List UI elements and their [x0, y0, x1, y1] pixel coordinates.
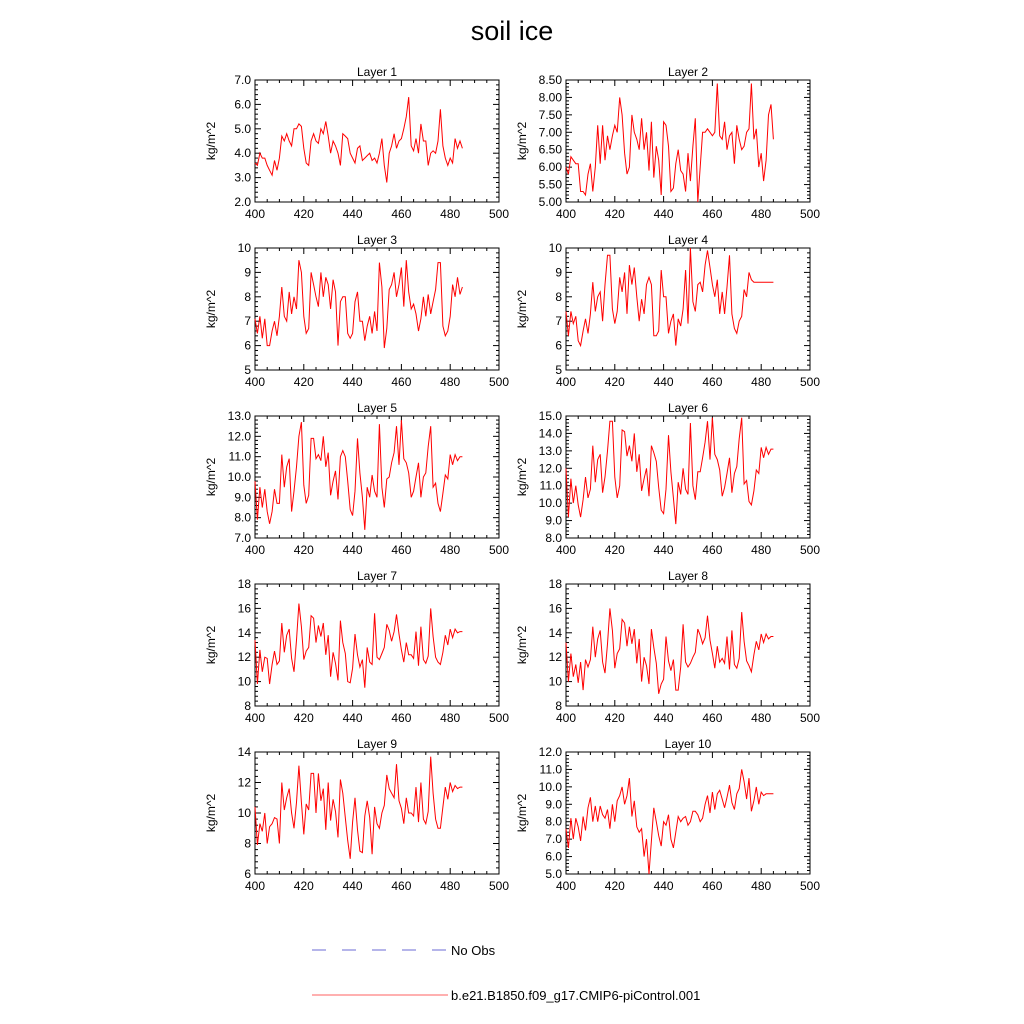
y-tick-label: 12.0 [538, 461, 562, 476]
x-tick-label: 440 [653, 543, 674, 557]
x-tick-label: 420 [293, 375, 314, 389]
x-tick-label: 500 [488, 207, 510, 221]
chart-panel-layer-5 [204, 401, 509, 557]
y-tick-label: 4.0 [234, 146, 251, 161]
y-tick-label: 12 [237, 775, 251, 790]
y-tick-label: 7.0 [234, 73, 251, 87]
plot-frame [566, 416, 810, 538]
y-axis-label: kg/m^2 [204, 793, 218, 833]
y-tick-label: 8.50 [538, 73, 562, 87]
x-tick-label: 480 [440, 207, 461, 221]
y-axis-label: kg/m^2 [204, 121, 218, 161]
y-tick-label: 7.0 [234, 531, 251, 545]
y-tick-label: 6.00 [538, 160, 562, 175]
y-tick-label: 14 [548, 625, 562, 640]
y-tick-label: 7 [555, 314, 562, 329]
plot-frame [255, 80, 499, 202]
x-tick-label: 440 [342, 207, 363, 221]
x-tick-label: 440 [342, 375, 363, 389]
x-tick-label: 440 [342, 711, 363, 725]
y-tick-label: 5 [555, 363, 562, 377]
legend [0, 930, 1024, 1010]
y-tick-label: 3.0 [234, 170, 251, 185]
y-tick-label: 14 [237, 625, 251, 640]
x-tick-label: 420 [604, 375, 625, 389]
x-tick-label: 400 [244, 879, 266, 893]
chart-panel-layer-8 [515, 569, 820, 725]
x-tick-label: 400 [244, 711, 266, 725]
x-tick-label: 400 [244, 543, 266, 557]
x-tick-label: 500 [488, 375, 510, 389]
y-tick-label: 11.0 [539, 762, 562, 777]
y-tick-label: 6 [555, 338, 562, 353]
x-tick-label: 480 [751, 879, 772, 893]
y-axis-label: kg/m^2 [204, 625, 218, 665]
y-axis-label: kg/m^2 [515, 121, 529, 161]
y-tick-label: 5.50 [538, 177, 562, 192]
series-line [566, 418, 773, 524]
y-tick-label: 9.0 [234, 490, 251, 505]
x-tick-label: 480 [440, 711, 461, 725]
x-tick-label: 460 [391, 207, 412, 221]
y-axis-label: kg/m^2 [515, 625, 529, 665]
y-tick-label: 18 [548, 577, 562, 591]
y-tick-label: 2.0 [234, 195, 251, 209]
x-tick-label: 500 [799, 879, 821, 893]
x-tick-label: 460 [391, 543, 412, 557]
y-tick-label: 6.50 [538, 142, 562, 157]
x-tick-label: 460 [702, 879, 723, 893]
y-tick-label: 9 [244, 265, 251, 280]
y-tick-label: 12 [548, 650, 562, 665]
y-tick-label: 10.0 [538, 496, 562, 511]
x-tick-label: 440 [653, 375, 674, 389]
panel-title: Layer 2 [667, 65, 709, 79]
y-axis-label: kg/m^2 [515, 793, 529, 833]
y-tick-label: 5.0 [234, 121, 251, 136]
panel-title: Layer 5 [356, 401, 398, 415]
y-tick-label: 9 [555, 265, 562, 280]
plot-frame [566, 80, 810, 202]
y-tick-label: 10.0 [227, 470, 251, 484]
x-tick-label: 400 [555, 711, 577, 725]
x-tick-label: 500 [799, 711, 821, 725]
x-tick-label: 440 [653, 711, 674, 725]
y-tick-label: 6.0 [545, 849, 562, 864]
x-tick-label: 480 [751, 543, 772, 557]
panel-title: Layer 10 [664, 737, 712, 751]
y-tick-label: 5.00 [538, 195, 562, 209]
series-line [566, 84, 773, 203]
x-tick-label: 420 [293, 543, 314, 557]
y-axis-label: kg/m^2 [515, 457, 529, 497]
x-tick-label: 420 [604, 711, 625, 725]
panel-title: Layer 3 [356, 233, 398, 247]
y-tick-label: 14.0 [538, 426, 562, 441]
y-tick-label: 18 [237, 577, 251, 591]
y-axis-label: kg/m^2 [204, 457, 218, 497]
x-tick-label: 400 [244, 375, 266, 389]
y-tick-label: 16 [548, 601, 562, 616]
panel-title: Layer 8 [667, 569, 709, 583]
y-tick-label: 9.0 [545, 513, 562, 528]
x-tick-label: 480 [440, 375, 461, 389]
x-tick-label: 400 [244, 207, 266, 221]
series-line [255, 97, 462, 182]
x-tick-label: 480 [440, 543, 461, 557]
x-tick-label: 400 [555, 543, 577, 557]
y-tick-label: 10 [548, 674, 562, 689]
x-tick-label: 480 [440, 879, 461, 893]
y-tick-label: 15.0 [538, 409, 562, 423]
chart-panel-layer-1 [204, 65, 509, 221]
y-tick-label: 8 [244, 289, 251, 304]
y-axis-label: kg/m^2 [204, 289, 218, 329]
x-tick-label: 500 [799, 543, 821, 557]
x-tick-label: 480 [751, 711, 772, 725]
series-line [255, 604, 462, 688]
plot-frame [255, 584, 499, 706]
panel-title: Layer 9 [356, 737, 398, 751]
plot-frame [566, 584, 810, 706]
y-tick-label: 11.0 [228, 449, 251, 464]
chart-panel-layer-6 [515, 401, 820, 557]
y-tick-label: 10 [237, 674, 251, 689]
x-tick-label: 460 [702, 543, 723, 557]
x-tick-label: 440 [653, 879, 674, 893]
chart-panel-layer-4 [515, 233, 820, 389]
y-tick-label: 8 [555, 699, 562, 713]
y-tick-label: 14 [237, 745, 251, 759]
y-tick-label: 9.0 [545, 797, 562, 812]
series-line [566, 608, 773, 693]
y-tick-label: 8 [555, 289, 562, 304]
x-tick-label: 420 [604, 543, 625, 557]
x-tick-label: 460 [391, 879, 412, 893]
y-tick-label: 7.0 [545, 832, 562, 847]
y-tick-label: 6 [244, 867, 251, 881]
series-line [255, 260, 462, 348]
y-axis-label: kg/m^2 [515, 289, 529, 329]
chart-panel-layer-2 [515, 65, 820, 221]
y-tick-label: 6.0 [234, 97, 251, 112]
y-tick-label: 5 [244, 363, 251, 377]
x-tick-label: 400 [555, 375, 577, 389]
panel-title: Layer 6 [667, 401, 709, 415]
y-tick-label: 12.0 [227, 429, 251, 444]
x-tick-label: 400 [555, 879, 577, 893]
x-tick-label: 440 [342, 879, 363, 893]
y-tick-label: 10.0 [538, 779, 562, 794]
plot-frame [255, 416, 499, 538]
series-line [255, 420, 462, 530]
x-tick-label: 400 [555, 207, 577, 221]
x-tick-label: 440 [342, 543, 363, 557]
y-tick-label: 8 [244, 699, 251, 713]
y-tick-label: 8.0 [545, 531, 562, 545]
x-tick-label: 460 [702, 375, 723, 389]
y-tick-label: 7.00 [538, 125, 562, 140]
x-tick-label: 500 [488, 879, 510, 893]
x-tick-label: 420 [293, 207, 314, 221]
x-tick-label: 500 [799, 207, 821, 221]
x-tick-label: 500 [488, 543, 510, 557]
y-tick-label: 5.0 [545, 867, 562, 881]
y-tick-label: 10 [548, 241, 562, 255]
x-tick-label: 420 [604, 207, 625, 221]
series-line [255, 757, 462, 859]
panel-title: Layer 4 [667, 233, 709, 247]
x-tick-label: 460 [702, 711, 723, 725]
panel-title: Layer 1 [356, 65, 398, 79]
plot-frame [255, 248, 499, 370]
chart-panel-layer-9 [204, 737, 509, 893]
x-tick-label: 440 [653, 207, 674, 221]
y-tick-label: 8.0 [234, 510, 251, 525]
x-tick-label: 420 [293, 879, 314, 893]
x-tick-label: 500 [488, 711, 510, 725]
chart-panel-layer-3 [204, 233, 509, 389]
y-tick-label: 8.00 [538, 90, 562, 105]
legend-label-no-obs: No Obs [451, 943, 496, 958]
y-tick-label: 12 [237, 650, 251, 665]
series-line [566, 769, 773, 874]
chart-panel-layer-10 [515, 737, 820, 893]
x-tick-label: 500 [799, 375, 821, 389]
x-tick-label: 420 [293, 711, 314, 725]
chart-panel-layer-7 [204, 569, 509, 725]
y-tick-label: 6 [244, 338, 251, 353]
x-tick-label: 460 [702, 207, 723, 221]
x-tick-label: 460 [391, 375, 412, 389]
x-tick-label: 480 [751, 207, 772, 221]
y-tick-label: 8 [244, 836, 251, 851]
legend-label-model: b.e21.B1850.f09_g17.CMIP6-piControl.001 [451, 988, 701, 1003]
x-tick-label: 460 [391, 711, 412, 725]
y-tick-label: 11.0 [539, 478, 562, 493]
y-tick-label: 10 [237, 806, 251, 820]
y-tick-label: 16 [237, 601, 251, 616]
series-line [566, 248, 773, 346]
panel-title: Layer 7 [356, 569, 398, 583]
y-tick-label: 10 [237, 241, 251, 255]
y-tick-label: 8.0 [545, 814, 562, 829]
y-tick-label: 7.50 [538, 107, 562, 122]
x-tick-label: 420 [604, 879, 625, 893]
y-tick-label: 13.0 [538, 443, 562, 458]
y-tick-label: 7 [244, 314, 251, 329]
y-tick-label: 12.0 [538, 745, 562, 759]
x-tick-label: 480 [751, 375, 772, 389]
figure-title: soil ice [470, 16, 554, 46]
y-tick-label: 13.0 [227, 409, 251, 423]
